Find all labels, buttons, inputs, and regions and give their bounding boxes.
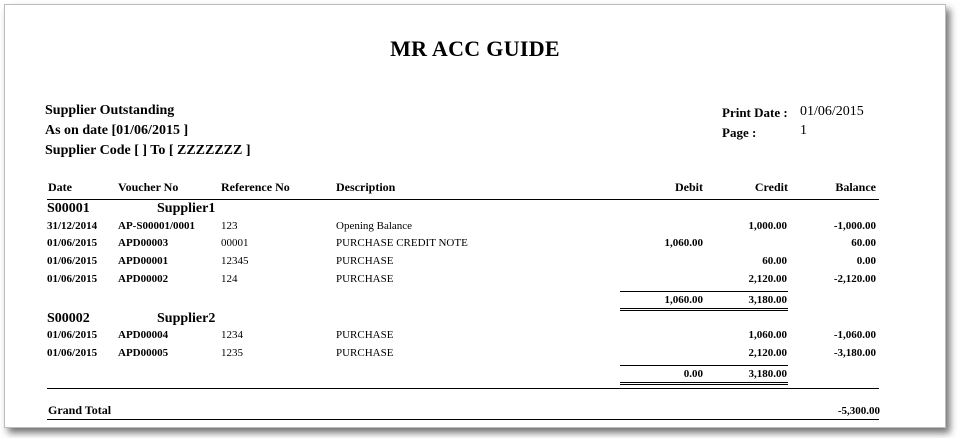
row-voucher-no: APD00002 bbox=[118, 273, 169, 285]
row-date: 01/06/2015 bbox=[47, 255, 98, 267]
row-date: 01/06/2015 bbox=[47, 237, 98, 249]
row-date: 01/06/2015 bbox=[47, 329, 98, 341]
grand-total-label: Grand Total bbox=[48, 403, 112, 417]
subtotal-row bbox=[5, 368, 945, 384]
row-voucher-no: APD00005 bbox=[118, 347, 169, 359]
row-voucher-no: APD00001 bbox=[118, 255, 169, 267]
row-reference-no: 12345 bbox=[221, 255, 249, 267]
row-balance: 60.00 bbox=[851, 237, 876, 249]
subtotal-double-rule bbox=[620, 310, 788, 311]
row-description: PURCHASE bbox=[336, 329, 394, 341]
row-voucher-no: APD00003 bbox=[118, 237, 169, 249]
row-balance: 0.00 bbox=[856, 255, 876, 267]
subtotal-credit: 3,180.00 bbox=[748, 368, 787, 380]
print-date-value: 01/06/2015 bbox=[800, 104, 864, 119]
grand-total-bottom-rule bbox=[47, 419, 879, 420]
subtotal-row bbox=[5, 294, 945, 310]
row-credit: 1,000.00 bbox=[748, 220, 787, 232]
column-header-balance: Balance bbox=[835, 180, 876, 194]
subtotal-debit: 0.00 bbox=[683, 368, 703, 380]
subtotal-double-rule bbox=[620, 384, 788, 385]
table-row bbox=[5, 273, 945, 289]
row-reference-no: 1234 bbox=[221, 329, 243, 341]
supplier-code-range: Supplier Code [ ] To [ ZZZZZZZ ] bbox=[45, 143, 251, 158]
as-on-date: As on date [01/06/2015 ] bbox=[45, 123, 189, 138]
row-description: PURCHASE bbox=[336, 255, 394, 267]
column-header-voucher-no: Voucher No bbox=[118, 180, 179, 194]
header-underline bbox=[47, 199, 879, 200]
row-date: 01/06/2015 bbox=[47, 347, 98, 359]
row-date: 01/06/2015 bbox=[47, 273, 98, 285]
row-balance: -1,000.00 bbox=[833, 220, 876, 232]
row-reference-no: 123 bbox=[221, 220, 238, 232]
supplier-code: S00002 bbox=[47, 311, 90, 326]
supplier-name: Supplier2 bbox=[157, 311, 216, 326]
row-balance: -1,060.00 bbox=[833, 329, 876, 341]
table-row bbox=[5, 220, 945, 236]
row-reference-no: 124 bbox=[221, 273, 238, 285]
column-header-credit: Credit bbox=[754, 180, 788, 194]
row-credit: 60.00 bbox=[762, 255, 787, 267]
row-debit: 1,060.00 bbox=[664, 237, 703, 249]
subtotal-top-rule bbox=[620, 291, 788, 292]
report-page bbox=[4, 4, 946, 428]
report-name: Supplier Outstanding bbox=[45, 103, 175, 118]
supplier-name: Supplier1 bbox=[157, 201, 216, 216]
column-header-reference-no: Reference No bbox=[221, 180, 290, 194]
row-credit: 2,120.00 bbox=[748, 347, 787, 359]
row-reference-no: 00001 bbox=[221, 237, 249, 249]
table-row bbox=[5, 237, 945, 253]
row-description: PURCHASE bbox=[336, 347, 394, 359]
row-reference-no: 1235 bbox=[221, 347, 243, 359]
page-number: 1 bbox=[800, 123, 807, 138]
row-voucher-no: APD00004 bbox=[118, 329, 169, 341]
row-description: Opening Balance bbox=[336, 220, 413, 232]
subtotal-bottom-rule bbox=[620, 382, 788, 383]
row-balance: -3,180.00 bbox=[833, 347, 876, 359]
row-description: PURCHASE CREDIT NOTE bbox=[336, 237, 468, 249]
table-row bbox=[5, 347, 945, 363]
row-description: PURCHASE bbox=[336, 273, 394, 285]
subtotal-credit: 3,180.00 bbox=[748, 294, 787, 306]
print-date-label: Print Date : bbox=[722, 105, 788, 120]
page-label: Page : bbox=[722, 125, 757, 140]
subtotal-debit: 1,060.00 bbox=[664, 294, 703, 306]
table-row bbox=[5, 329, 945, 345]
row-credit: 1,060.00 bbox=[748, 329, 787, 341]
column-header-date: Date bbox=[48, 180, 72, 194]
column-header-debit: Debit bbox=[675, 180, 703, 194]
column-header-description: Description bbox=[336, 180, 396, 194]
row-balance: -2,120.00 bbox=[833, 273, 876, 285]
grand-total-top-rule bbox=[47, 388, 879, 389]
table-row bbox=[5, 255, 945, 271]
supplier-code: S00001 bbox=[47, 201, 90, 216]
row-credit: 2,120.00 bbox=[748, 273, 787, 285]
subtotal-bottom-rule bbox=[620, 308, 788, 309]
subtotal-top-rule bbox=[620, 365, 788, 366]
row-voucher-no: AP-S00001/0001 bbox=[118, 220, 195, 232]
grand-total-balance: -5,300.00 bbox=[837, 405, 880, 417]
row-date: 31/12/2014 bbox=[47, 220, 98, 232]
report-title: MR ACC GUIDE bbox=[390, 36, 560, 61]
